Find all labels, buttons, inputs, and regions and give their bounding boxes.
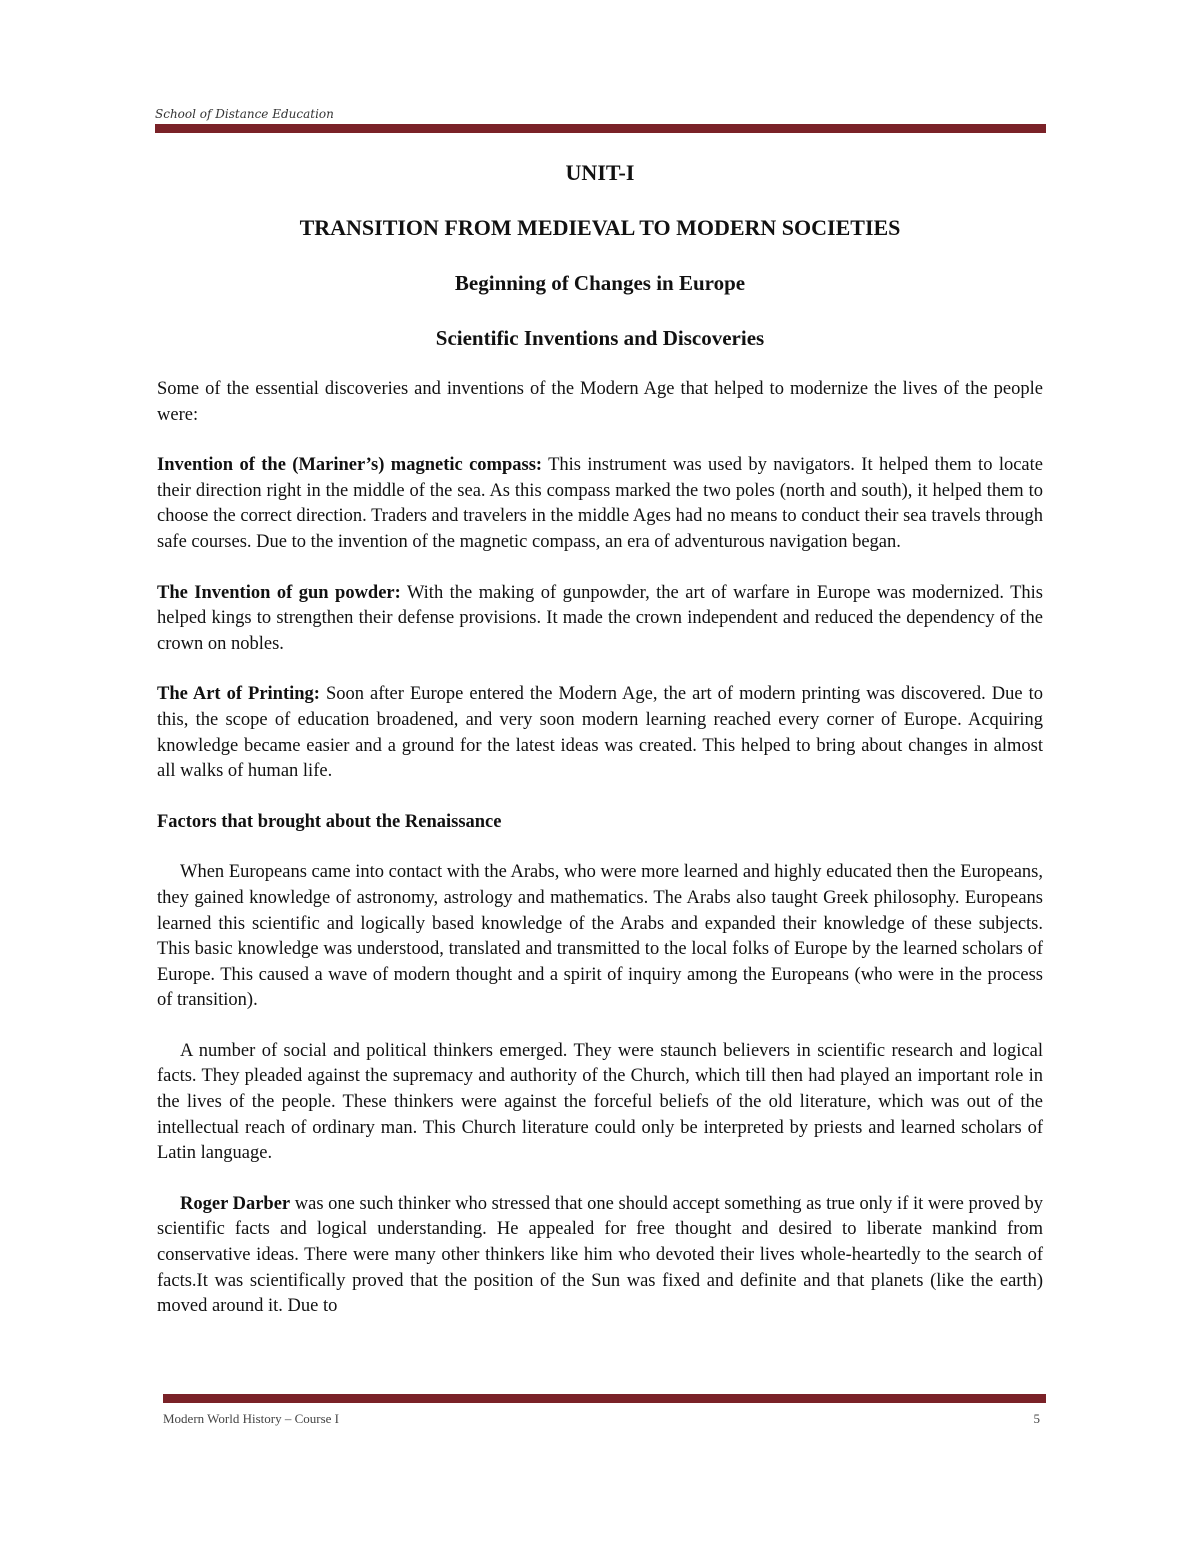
renaissance-paragraph-3 — [157, 1192, 1043, 1320]
compass-term: Invention of the (Mariner’s) magnetic compass: — [157, 455, 543, 476]
intro-paragraph: Some of the essential discoveries and inventions of the Modern Age that helped to modernize the lives of the people were: — [157, 379, 1043, 425]
page-number: 5 — [1033, 1411, 1040, 1426]
printing-term: The Art of Printing: — [157, 684, 320, 705]
course-name: Modern World History – Course I — [163, 1411, 340, 1426]
page-header — [155, 106, 1046, 133]
unit-title: UNIT-I — [565, 160, 635, 185]
gunpowder-text: With the making of gunpowder, the art of warfare in Europe was modernized. This helped kings to strengthen their defense provisions. It made the crown independent and reduced the dependency of the crown on nobles. — [157, 582, 1043, 654]
printing-paragraph — [157, 682, 1043, 784]
gunpowder-term: The Invention of gun powder: — [157, 582, 401, 603]
page-footer — [163, 1394, 1046, 1427]
renaissance-heading: Factors that brought about the Renaissance — [157, 811, 502, 832]
gunpowder-paragraph — [157, 581, 1043, 658]
renaissance-paragraph-2: A number of social and political thinkers emerged. They were staunch believers in scientific research and logical facts. They pleaded against the supremacy and authority of the Church, which till then had played an important role in the lives of the people. These thinkers were against the forceful beliefs of the old literature, which was out of the intellectual reach of ordinary man. This Church literature could only be interpreted by priests and learned scholars of Latin language. — [157, 1040, 1043, 1164]
thinker-text: was one such thinker who stressed that one should accept something as true only if it were proved by scientific facts and logical understanding. He appealed for free thought and desired to liberate mankind from conservative ideas. There were many other thinkers like him who devoted their lives whole-heartedly to the search of facts.It was scientifically proved that the position of the Sun was fixed and definite and that planets (like the earth) moved around it. Due to — [157, 1193, 1043, 1317]
compass-paragraph — [157, 453, 1043, 555]
thinker-name: Roger Darber — [180, 1193, 291, 1214]
header-rule — [155, 124, 1046, 133]
page-content — [157, 158, 1043, 1320]
footer-rule — [163, 1394, 1046, 1403]
section-title: Beginning of Changes in Europe — [454, 271, 746, 295]
printing-text: Soon after Europe entered the Modern Age, the art of modern printing was discovered. Due to this, the scope of education broadened, and very soon modern learning reached every corner of Europe. Acquiring knowledge became easier and a ground for the latest ideas was created. This helped to bring about changes in almost all walks of human life. — [157, 684, 1044, 782]
chapter-title: TRANSITION FROM MEDIEVAL TO MODERN SOCIETIES — [299, 215, 901, 240]
subsection-title: Scientific Inventions and Discoveries — [435, 326, 765, 350]
footer-row — [163, 1411, 1046, 1427]
renaissance-paragraph-1: When Europeans came into contact with the Arabs, who were more learned and highly educated then the Europeans, they gained knowledge of astronomy, astrology and mathematics. The Arabs also taught Greek philosophy. Europeans learned this scientific and logically based knowledge of the Arabs and expanded their knowledge of these subjects. This basic knowledge was understood, translated and transmitted to the local folks of Europe by the learned scholars of Europe. This caused a wave of modern thought and a spirit of inquiry among the Europeans (who were in the process of transition). — [157, 862, 1043, 1011]
school-name: School of Distance Education — [155, 107, 334, 121]
compass-text: This instrument was used by navigators. It helped them to locate their direction right in the middle of the sea. As this compass marked the two poles (north and south), it helped them to choose the correct direction. Traders and travelers in the middle Ages had no means to conduct their sea travels through safe courses. Due to the invention of the magnetic compass, an era of adventurous navigation began. — [157, 455, 1043, 552]
